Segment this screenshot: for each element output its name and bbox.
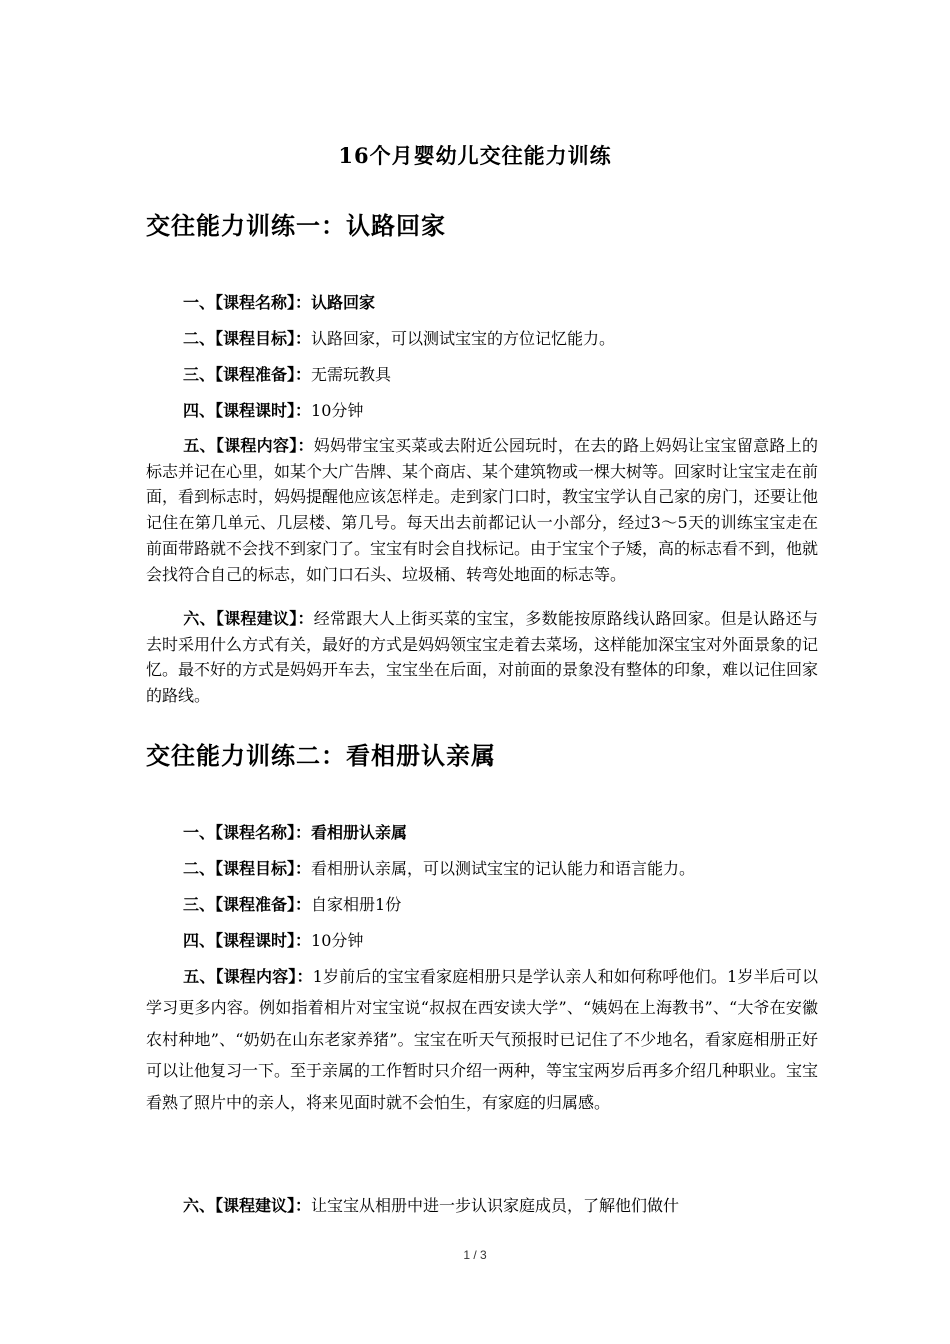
section-heading-1: 交往能力训练一：认路回家 [146,211,446,240]
item-value: 无需玩教具 [311,365,392,384]
item-number: 一、 [183,823,216,842]
course-duration-line [183,398,363,421]
course-name-line [183,820,407,843]
paragraph-text: 妈妈带宝宝买菜或去附近公园玩时，在去的路上妈妈让宝宝留意路上的标志并记在心里，如某个大广告牌、某个商店、某个建筑物或一棵大树等。回家时让宝宝走在前面，看到标志时，妈妈提醒他应该怎样走。走到家门口时，教宝宝学认自己家的房门，还要让他记住在第几单元、几层楼、第几号。每天出去前都记认一小部分，经过3～5天的训练宝宝走在前面带路就不会找不到家门了。宝宝有时会自找标记。由于宝宝个子矮，高的标志看不到，他就会找符合自己的标志，如门口石头、垃圾桶、转弯处地面的标志等。 [146,436,819,584]
item-value: 10分钟 [311,401,364,420]
item-value: 自家相册1份 [311,895,402,914]
course-name-line [183,290,375,313]
item-number: 一、 [183,293,216,312]
item-label: 【课程名称】： [215,823,312,842]
item-number: 六、 [183,1196,216,1215]
item-number: 二、 [183,859,216,878]
course-duration-line [183,928,363,951]
item-label: 【课程建议】： [215,609,314,628]
course-suggestion-paragraph [146,606,818,709]
item-label: 【课程内容】： [215,436,314,455]
paragraph-text: 经常跟大人上街买菜的宝宝，多数能按原路线认路回家。但是认路还与去时采用什么方式有关，最好的方式是妈妈领宝宝走着去菜场，这样能加深宝宝对外面景象的记忆。最不好的方式是妈妈开车去，宝宝坐在后面，对前面的景象没有整体的印象，难以记住回家的路线。 [146,609,819,706]
item-value: 认路回家，可以测试宝宝的方位记忆能力。 [311,329,616,348]
course-goal-line [183,856,695,879]
course-content-paragraph [146,961,818,1118]
item-label: 【课程课时】： [215,931,312,950]
item-label: 【课程名称】： [215,293,312,312]
item-number: 二、 [183,329,216,348]
item-label: 【课程目标】： [215,329,312,348]
course-content-paragraph [146,433,818,587]
item-number: 四、 [183,931,216,950]
course-goal-line [183,326,615,349]
item-number: 五、 [183,967,216,986]
paragraph-text: 1岁前后的宝宝看家庭相册只是学认亲人和如何称呼他们。1岁半后可以学习更多内容。例如指着相片对宝宝说“叔叔在西安读大学”、“姨妈在上海教书”、“大爷在安徽农村种地”、“奶奶在山东老家养猪”。宝宝在听天气预报时已记住了不少地名，看家庭相册正好可以让他复习一下。至于亲属的工作暂时只介绍一两种，等宝宝两岁后再多介绍几种职业。宝宝看熟了照片中的亲人，将来见面时就不会怕生，有家庭的归属感。 [146,967,819,1112]
item-label: 【课程准备】： [215,365,312,384]
section-heading-2: 交往能力训练二：看相册认亲属 [146,741,496,770]
item-value: 10分钟 [311,931,364,950]
item-label: 【课程内容】： [215,967,313,986]
item-label: 【课程准备】： [215,895,312,914]
course-prep-line [183,892,401,915]
item-label: 【课程目标】： [215,859,312,878]
course-suggestion-paragraph [146,1190,818,1221]
document-title: 16个月婴幼儿交往能力训练 [338,143,612,168]
item-number: 四、 [183,401,216,420]
item-value: 看相册认亲属 [311,823,408,842]
page-number: 1 / 3 [463,1248,487,1262]
item-value: 认路回家 [311,293,376,312]
item-number: 六、 [183,609,216,628]
item-value: 看相册认亲属，可以测试宝宝的记认能力和语言能力。 [311,859,696,878]
paragraph-text: 让宝宝从相册中进一步认识家庭成员，了解他们做什 [311,1196,680,1215]
item-number: 五、 [183,436,216,455]
course-prep-line [183,362,391,385]
item-label: 【课程建议】： [215,1196,312,1215]
item-number: 三、 [183,365,216,384]
item-label: 【课程课时】： [215,401,312,420]
item-number: 三、 [183,895,216,914]
